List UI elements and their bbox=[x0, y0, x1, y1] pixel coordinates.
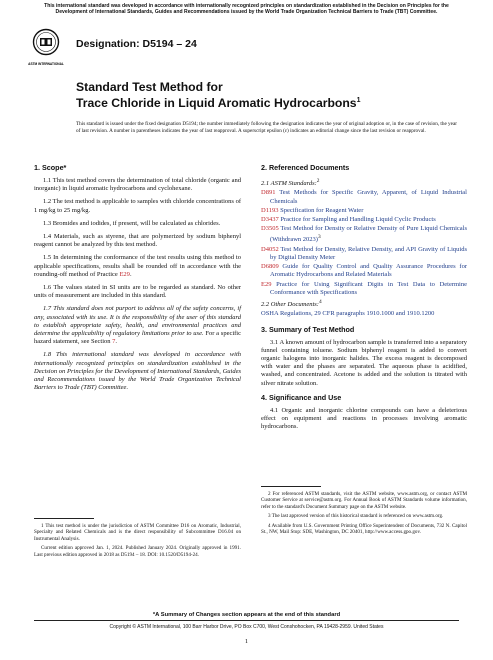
para-1-4: 1.4 Materials, such as styrene, that are polymerized by sodium biphenyl reagent cannot be analyzed by this test method. bbox=[34, 233, 241, 249]
reference-item[interactable] bbox=[261, 263, 467, 279]
summary-heading: 3. Summary of Test Method bbox=[261, 324, 355, 334]
reference-code: D891 bbox=[261, 189, 276, 197]
title-line-1: Standard Test Method for bbox=[76, 80, 223, 94]
astm-standards-label: 2.1 ASTM Standards: bbox=[261, 180, 317, 188]
reference-title: Practice for Sampling and Handling Liquid Cyclic Products bbox=[278, 215, 436, 223]
footnote-1-edition: Current edition approved Jan. 1, 2024. Published January 2024. Originally approved in 1991. Last previous edition approved in 2018 as D5194 – 18. DOI: 10.1520/D5194-24. bbox=[34, 545, 241, 558]
footnote-1: 1 This test method is under the jurisdiction of ASTM Committee D16 on Aromatic, Industrial, Specialty and Related Chemicals and is the direct responsibility of Subcommittee D16.04 on Instrumental Analysis. bbox=[34, 523, 241, 542]
footnotes-right bbox=[261, 486, 467, 538]
osha-reference[interactable] bbox=[261, 310, 467, 318]
para-3-1: 3.1 A known amount of hydrocarbon sample is transferred into a separatory funnel containing toluene. Sodium biphenyl reagent is added to convert organic halogens into inorganic halides. The excess reagent is decomposed with water and the phases are separated. The aqueous phase is acidified, washed, and concentrated. Acetone is added and the solution is titrated with silver nitrate solution. bbox=[261, 338, 467, 387]
reference-list bbox=[261, 189, 467, 297]
withdrawn-footnote-mark: 3 bbox=[317, 234, 321, 241]
right-column bbox=[261, 163, 467, 436]
para-1-5 bbox=[34, 254, 241, 279]
para-1-3: 1.3 Bromides and iodides, if present, will be calculated as chlorides. bbox=[43, 219, 221, 227]
logo-text: ASTM INTERNATIONAL bbox=[28, 62, 64, 66]
summary-of-changes-notice: *A Summary of Changes section appears at the end of this standard bbox=[152, 612, 341, 618]
significance-heading: 4. Significance and Use bbox=[261, 392, 342, 402]
scope-heading: 1. Scope* bbox=[34, 163, 67, 172]
standard-note: This standard is issued under the fixed designation D5194; the number immediately following the designation indicates the year of original adoption or, in the case of revision, the year of last revision. A number in parentheses indicates the year of last reapproval. A superscript epsilon (ε) indicates an editorial change since the last revision or reapproval. bbox=[76, 121, 457, 134]
reference-item[interactable] bbox=[261, 189, 467, 205]
reference-title: Specification for Reagent Water bbox=[278, 206, 364, 214]
para-1-2: 1.2 The test method is applicable to samples with chloride concentrations of 1 mg/kg to 25 mg/kg. bbox=[34, 198, 241, 214]
astm-logo bbox=[28, 28, 64, 70]
reference-title: Test Method for Density or Relative Density of Pure Liquid Chemicals (Withdrawn 2023) bbox=[270, 225, 467, 244]
osha-text: OSHA Regulations, 29 CFR paragraphs 1910.1000 and 1910.1200 bbox=[261, 310, 435, 318]
astm-footnote-mark: 2 bbox=[316, 178, 320, 184]
reference-code: D4052 bbox=[261, 245, 279, 253]
bottom-divider bbox=[34, 620, 459, 621]
title-line-2: Trace Chloride in Liquid Aromatic Hydrocarbons bbox=[76, 96, 357, 111]
footnote-divider-left bbox=[34, 518, 94, 519]
footnotes-left bbox=[34, 518, 241, 561]
other-footnote-mark: 4 bbox=[318, 298, 322, 305]
reference-code: D6809 bbox=[261, 263, 279, 271]
title-footnote-mark: 1 bbox=[356, 97, 361, 104]
reference-code: D3437 bbox=[261, 215, 279, 223]
header-notice: This international standard was developed in accordance with internationally recognized principles on standardization established in the Decision on Principles for the Development of International Standards, Guides and Recommendations issued by the World Trade Organization Technical Barriers to Trade (TBT) Committee. bbox=[44, 3, 449, 15]
reference-title: Test Method for Density, Relative Density, and API Gravity of Liquids by Digital Density Meter bbox=[270, 245, 467, 261]
reference-code: E29 bbox=[261, 280, 272, 288]
footnote-2: 2 For referenced ASTM standards, visit the ASTM website, www.astm.org, or contact ASTM Customer Service at service@astm.org. For Annual Book of ASTM Standards volume information, refer to the standard's Document Summary page on the ASTM website. bbox=[261, 491, 467, 510]
footnote-divider-right bbox=[261, 486, 321, 487]
para-1-1: 1.1 This test method covers the determination of total chloride (organic and inorganic) in liquid aromatic hydrocarbons and cyclohexane. bbox=[34, 177, 241, 193]
para-1-5-text: 1.5 In determining the conformance of the test results using this method to applicable specifications, results shall be rounded off in accordance with the rounding-off method of Practice bbox=[34, 254, 241, 278]
reference-title: Guide for Quality Control and Quality Assurance Procedures for Aromatic Hydrocarbons and Related Materials bbox=[270, 263, 467, 279]
reference-item[interactable] bbox=[261, 225, 467, 245]
e29-link[interactable]: E29 bbox=[119, 270, 130, 278]
para-1-7 bbox=[34, 305, 241, 346]
para-1-8: 1.8 This international standard was developed in accordance with internationally recognized principles on standardization established in the Decision on Principles for the Development of International Standards, Guides and Recommendations issued by the World Trade Organization Technical Barriers to Trade (TBT) Committee. bbox=[34, 351, 241, 392]
reference-item[interactable] bbox=[261, 216, 467, 224]
document-title bbox=[76, 80, 456, 110]
copyright-line: Copyright © ASTM International, 100 Barr Harbor Drive, PO Box C700, West Conshohocken, PA 19428-2959. United States bbox=[109, 624, 384, 630]
other-documents-label: 2.2 Other Documents: bbox=[261, 301, 319, 309]
footnote-3: 3 The last approved version of this historical standard is referenced on www.astm.org. bbox=[268, 513, 444, 520]
reference-item[interactable] bbox=[261, 246, 467, 262]
para-1-5-end: . bbox=[129, 270, 132, 278]
left-column bbox=[34, 163, 241, 397]
para-1-7-end: . bbox=[115, 338, 118, 346]
footnote-4: 4 Available from U.S. Government Printing Office Superintendent of Documents, 732 N. Capitol St., NW, Mail Stop: SDE, Washington, DC 20401, http://www.access.gpo.gov. bbox=[261, 522, 467, 536]
astm-standards-head bbox=[261, 177, 467, 188]
para-4-1: 4.1 Organic and inorganic chlorine compounds can have a deleterious effect on equipment and reactions in processes involving aromatic hydrocarbons. bbox=[261, 406, 467, 431]
page-number: 1 bbox=[244, 638, 249, 645]
para-1-7-italic: 1.7 This standard does not purport to address all of the safety concerns, if any, associated with its use. It is the responsibility of the user of this standard to establish appropriate safety, health, and environmental practices and determine the applicability of regulatory limitations prior to use. bbox=[34, 305, 241, 338]
reference-title: Test Methods for Specific Gravity, Apparent, of Liquid Industrial Chemicals bbox=[270, 189, 467, 205]
reference-item[interactable] bbox=[261, 207, 467, 215]
para-1-6: 1.6 The values stated in SI units are to be regarded as standard. No other units of measurement are included in this standard. bbox=[34, 284, 241, 300]
references-heading: 2. Referenced Documents bbox=[261, 163, 350, 172]
reference-item[interactable] bbox=[261, 281, 467, 297]
section-7-link[interactable]: 7 bbox=[112, 338, 116, 346]
designation: Designation: D5194 – 24 bbox=[76, 38, 197, 50]
reference-code: D3505 bbox=[261, 225, 279, 233]
para-1-7-tail: For a specific hazard statement, see Section bbox=[34, 330, 241, 346]
other-documents-head bbox=[261, 298, 467, 309]
reference-title: Practice for Using Significant Digits in Test Data to Determine Conformance with Specifications bbox=[270, 280, 467, 296]
astm-logo-icon bbox=[28, 28, 64, 70]
reference-code: D1193 bbox=[261, 206, 279, 214]
